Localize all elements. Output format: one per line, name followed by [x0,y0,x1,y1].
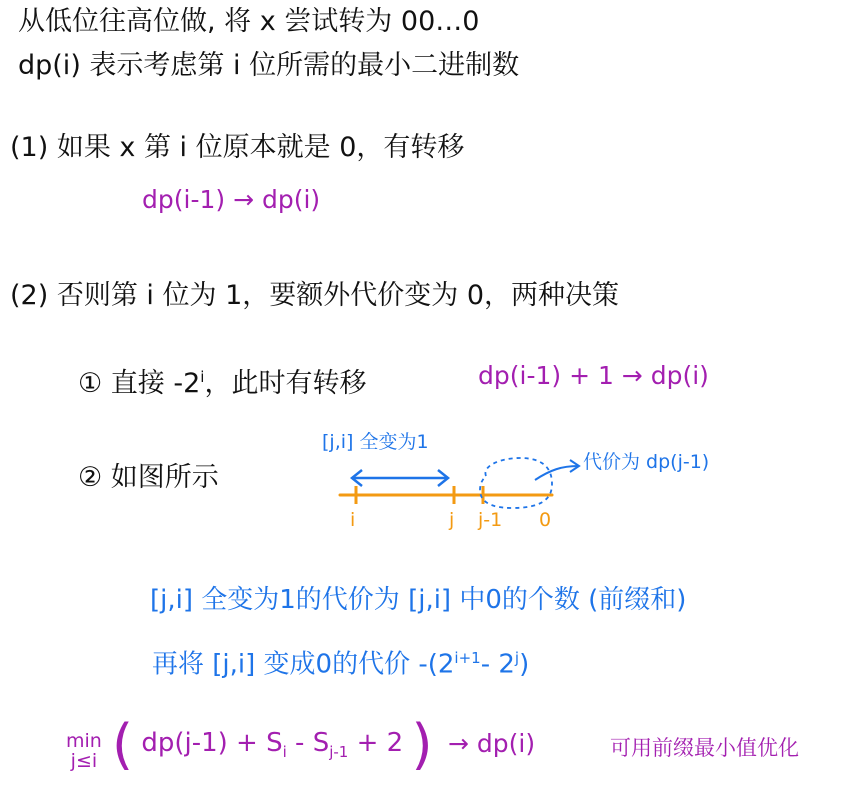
case1-heading: (1) 如果 x 第 i 位原本就是 0，有转移 [10,132,465,163]
option1-formula: dp(i-1) + 1 → dp(i) [478,361,709,390]
diagram-cost-label: 代价为 dp(j-1) [583,451,710,473]
diagram-range-label: [j,i] 全变为1 [322,431,429,453]
case1-formula: dp(i-1) → dp(i) [142,185,321,214]
min-operator [66,732,102,772]
final-formula: ( $dp(j-1) + S_i - S_{j-1} + 2$ ) [112,713,433,776]
explain-exp-2: j [514,649,520,667]
final-arrow-target: → dp(i) [448,729,536,758]
final-formula-text: $dp(j-1) + S_i - S_{j-1} + 2$ [141,728,404,762]
tick-i-label: i [350,509,356,531]
tick-j1-label: j-1 [478,509,503,531]
tick-j-label: j [449,509,455,531]
explain-line-1: [j,i] 全变为1的代价为 [j,i] 中0的个数 (前缀和) [150,585,687,615]
option1-label: ① 直接 -2 [78,368,201,399]
tick-0-label: 0 [539,509,552,531]
option1-text: ，此时有转移 [204,368,367,399]
explain-line-2-c: ) [519,649,530,680]
cost-pointer-arrow [535,466,578,480]
min-label: min [66,730,102,752]
min-subscript: j≤i [70,749,98,772]
option2-label: ② 如图所示 [78,462,219,493]
case2-heading: (2) 否则第 i 位为 1，要额外代价变为 0，两种决策 [10,280,620,311]
intro-line-1: 从低位往高位做, 将 x 尝试转为 00…0 [18,6,480,37]
option1-exponent: i [200,368,205,386]
explain-line-2 [152,650,529,681]
explain-line-2-a: 再将 [j,i] 变成0的代价 -(2 [152,649,455,680]
dashed-region [480,458,552,508]
intro-line-2: dp(i) 表示考虑第 i 位所需的最小二进制数 [18,50,520,81]
explain-exp-1: i+1 [454,649,481,667]
explain-line-2-b: - 2 [480,649,515,680]
final-note: 可用前缀最小值优化 [610,736,799,760]
